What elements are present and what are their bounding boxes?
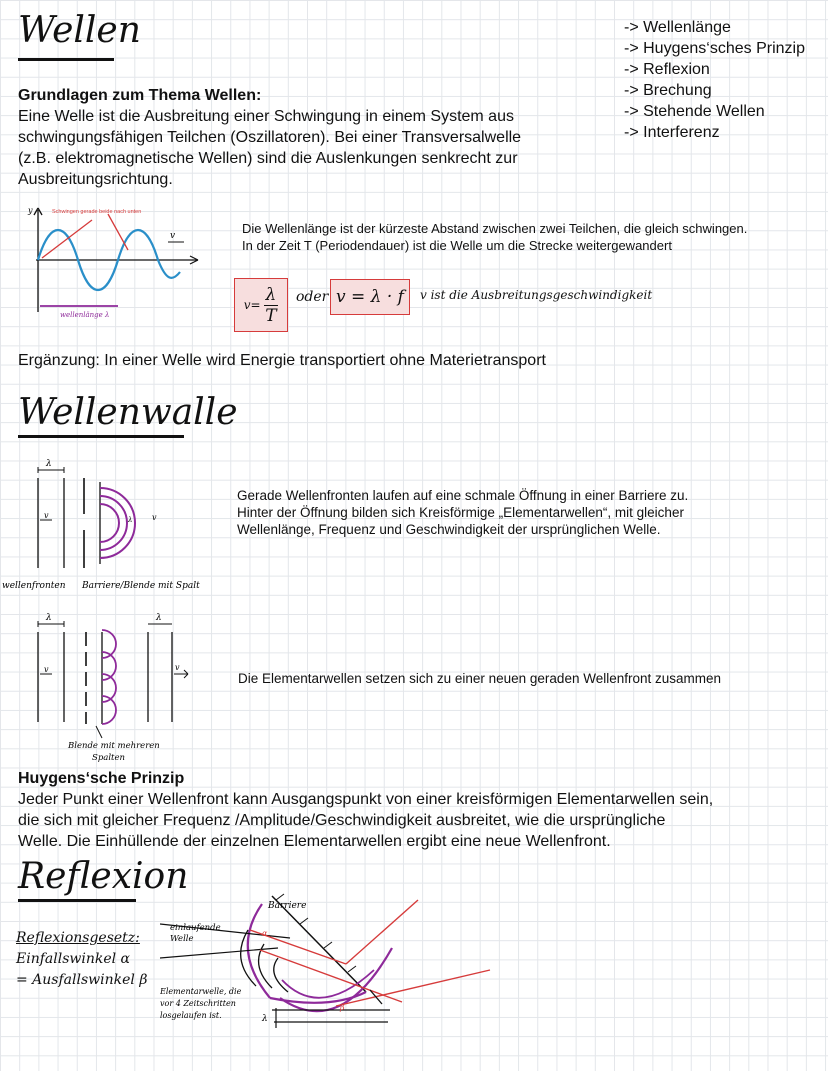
title-underline [18, 435, 184, 438]
huygens-line: Welle. Die Einhüllende der einzelnen Elementarwellen ergibt eine neue Wellenfront. [18, 833, 611, 850]
label-fronts: wellenfronten [2, 581, 66, 591]
topic-item: -> Wellenlänge [624, 19, 731, 36]
topic-item: -> Stehende Wellen [624, 103, 765, 120]
multi-slit-text: Die Elementarwellen setzen sich zu einer neuen geraden Wellenfront zusammen [238, 671, 722, 686]
topic-item: -> Brechung [624, 82, 712, 99]
lambda-label: wellenlänge λ [60, 311, 110, 319]
wavelength-text-line: In der Zeit T (Periodendauer) ist die Welle um die Strecke weitergewandert [242, 238, 672, 253]
label-multi-line1: Blende mit mehreren [68, 741, 160, 751]
lambda-mark: λ [46, 459, 52, 469]
formula1-den: T [265, 305, 277, 326]
huygens-heading: Huygens‘sche Prinzip [18, 770, 185, 787]
reflection-sketch [160, 890, 540, 1040]
v-note: v ist die Ausbreitungsgeschwindigkeit [420, 288, 653, 302]
or-word: oder [296, 289, 329, 305]
intro-line: Eine Welle ist die Ausbreitung einer Schwingung in einem System aus [18, 108, 514, 125]
arrow-v-label: v [170, 231, 176, 241]
lambda-mark: λ [128, 516, 133, 524]
label-barrier: Barriere/Blende mit Spalt [82, 581, 200, 591]
slit-text-line: Gerade Wellenfronten laufen auf eine schmale Öffnung in einer Barriere zu. [237, 488, 689, 503]
v-mark: v [44, 511, 49, 520]
title-reflection: Reflexion [18, 856, 189, 897]
axis-y-label: y [28, 206, 33, 215]
law-line: Einfallswinkel α [16, 951, 131, 967]
wavelength-text [242, 220, 822, 254]
label-elem: losgelaufen ist. [160, 1011, 222, 1020]
multi-slit-sketch [10, 612, 210, 767]
intro-line: schwingungsfähigen Teilchen (Oszillatoren). Bei einer Transversalwelle [18, 129, 522, 146]
label-elem: vor 4 Zeitschritten [160, 999, 236, 1008]
title-underline [18, 58, 114, 61]
single-slit-sketch [0, 458, 215, 598]
v-mark: v [175, 663, 180, 672]
intro-section [18, 85, 608, 190]
wavelength-sketch [20, 200, 210, 325]
huygens-line: Jeder Punkt einer Wellenfront kann Ausgangspunkt von einer kreisförmigen Elementarwellen sein, [18, 791, 714, 808]
topic-item: -> Reflexion [624, 61, 710, 78]
v-mark: v [44, 665, 49, 674]
wavelength-text-line: Die Wellenlänge ist der kürzeste Abstand zwischen zwei Teilchen, die gleich schwingen. [242, 221, 748, 236]
label-incoming: Welle [170, 934, 194, 944]
slit-text-line: Hinter der Öffnung bilden sich Kreisförmige „Elementarwellen“, mit gleicher [237, 505, 684, 520]
label-multi-line2: Spalten [92, 753, 125, 763]
label-alpha: α [262, 929, 268, 938]
formula-box-2: v = λ · f [330, 279, 410, 315]
v-mark: v [152, 513, 157, 522]
lambda-mark: λ [46, 613, 52, 623]
lambda-mark: λ [156, 613, 162, 623]
formula1-num: λ [265, 284, 277, 305]
intro-heading: Grundlagen zum Thema Wellen: [18, 87, 262, 104]
huygens-section [18, 768, 818, 852]
topic-item: -> Huygens‘sches Prinzip [624, 40, 805, 57]
title-underline [18, 899, 136, 902]
slit-text [237, 487, 817, 538]
reflection-law [16, 928, 147, 991]
slit-text-line: Wellenlänge, Frequenz und Geschwindigkeit der ursprünglichen Welle. [237, 522, 661, 537]
label-barrier: Barriere [268, 901, 307, 911]
supplement-text: Ergänzung: In einer Welle wird Energie transportiert ohne Materietransport [18, 352, 546, 369]
label-elem: Elementarwelle, die [160, 987, 242, 996]
title-waves: Wellen [18, 10, 141, 51]
label-incoming: einlaufende [170, 923, 221, 933]
law-title: Reflexionsgesetz: [16, 930, 140, 946]
topic-list [624, 17, 805, 143]
intro-line: Ausbreitungsrichtung. [18, 171, 173, 188]
intro-line: (z.B. elektromagnetische Wellen) sind die Auslenkungen senkrecht zur [18, 150, 518, 167]
law-line: = Ausfallswinkel β [16, 972, 148, 988]
sketch-note: Schwingen gerade beide nach unten [52, 209, 142, 215]
label-lambda: λ [262, 1014, 268, 1024]
title-crest: Wellenwalle [18, 392, 238, 433]
huygens-line: die sich mit gleicher Frequenz /Amplitude/Geschwindigkeit ausbreitet, wie die ursprüngliche [18, 812, 666, 829]
topic-item: -> Interferenz [624, 124, 720, 141]
label-beta: β [340, 1003, 345, 1012]
formula1-lhs: v= [243, 298, 261, 312]
formula-box-1 [234, 278, 288, 332]
